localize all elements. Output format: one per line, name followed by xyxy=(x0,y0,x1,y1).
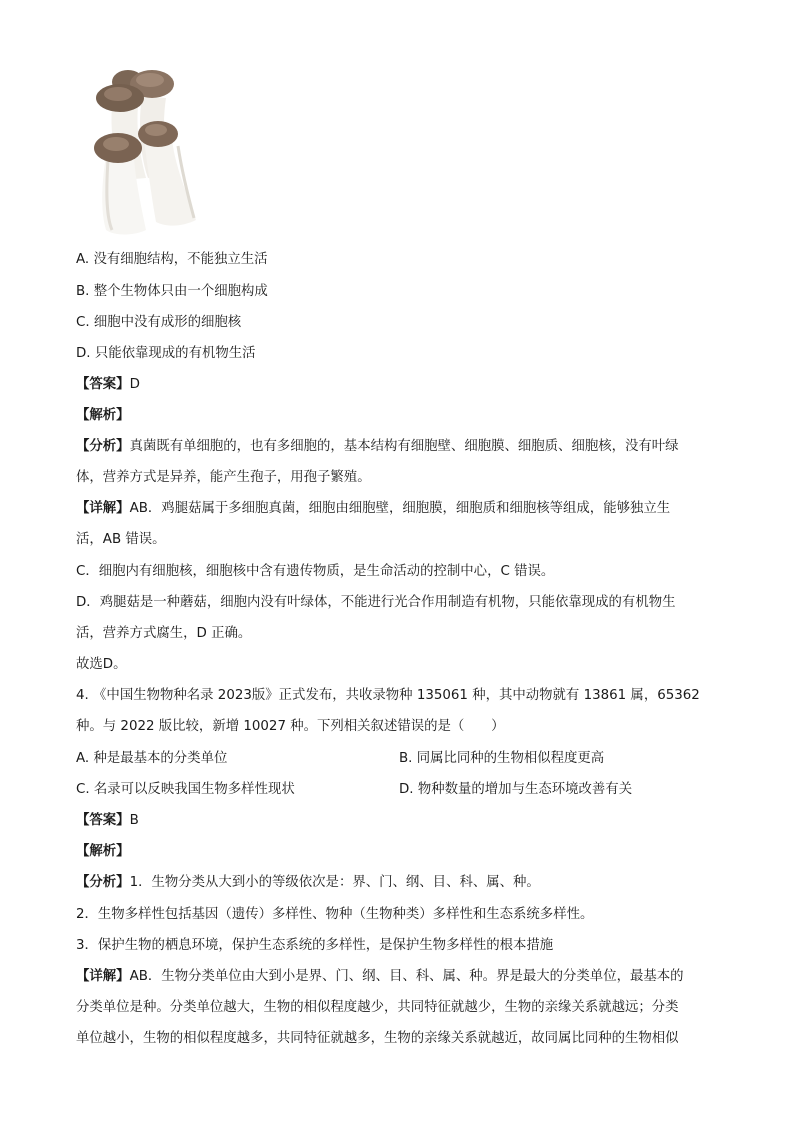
q3-analysis-heading: 【解析】 xyxy=(76,408,130,423)
q4-option-b: B. 同属比同种的生物相似程度更高 xyxy=(399,751,605,766)
q3-answer: 【答案】D xyxy=(76,377,140,392)
q4-fenxi-line-1: 【分析】1．生物分类从大到小的等级依次是：界、门、纲、目、科、属、种。 xyxy=(76,875,540,890)
q4-answer: 【答案】B xyxy=(76,813,139,828)
q3-option-c: C. 细胞中没有成形的细胞核 xyxy=(76,315,242,330)
q4-detail-line-1: 【详解】AB．生物分类单位由大到小是界、门、纲、目、科、属、种。界是最大的分类单位，最基本的 xyxy=(76,969,684,984)
q3-detail-line-3: C．细胞内有细胞核，细胞核中含有遗传物质，是生命活动的控制中心，C 错误。 xyxy=(76,564,555,579)
q3-option-d: D. 只能依靠现成的有机物生活 xyxy=(76,346,256,361)
q3-detail-line-4: D．鸡腿菇是一种蘑菇，细胞内没有叶绿体，不能进行光合作用制造有机物，只能依靠现成的有机物生 xyxy=(76,595,676,610)
q4-fenxi-line-2: 2．生物多样性包括基因（遗传）多样性、物种（生物种类）多样性和生态系统多样性。 xyxy=(76,907,594,922)
q4-detail-line-3: 单位越小，生物的相似程度越多，共同特征就越多，生物的亲缘关系就越近，故同属比同种的生物相似 xyxy=(76,1031,679,1046)
q4-analysis-heading: 【解析】 xyxy=(76,844,130,859)
q3-detail-line-5: 活，营养方式腐生，D 正确。 xyxy=(76,626,252,641)
q3-conclusion: 故选D。 xyxy=(76,657,127,672)
q4-detail-line-2: 分类单位是种。分类单位越大，生物的相似程度越少，共同特征就越少，生物的亲缘关系就越远；分类 xyxy=(76,1000,679,1015)
q4-stem-line-1: 4. 《中国生物物种名录 2023版》正式发布，共收录物种 135061 种，其中动物就有 13861 属，65362 xyxy=(76,688,700,703)
q3-option-b: B. 整个生物体只由一个细胞构成 xyxy=(76,284,268,299)
q3-detail-line-1: 【详解】AB．鸡腿菇属于多细胞真菌，细胞由细胞壁，细胞膜，细胞质和细胞核等组成，能够独立生 xyxy=(76,501,671,516)
q3-option-a: A. 没有细胞结构，不能独立生活 xyxy=(76,252,268,267)
king-oyster-mushroom-image xyxy=(92,60,214,236)
q3-detail-line-2: 活，AB 错误。 xyxy=(76,532,166,547)
q4-option-d: D. 物种数量的增加与生态环境改善有关 xyxy=(399,782,633,797)
q4-option-a: A. 种是最基本的分类单位 xyxy=(76,751,228,766)
q3-fenxi-line-2: 体，营养方式是异养，能产生孢子，用孢子繁殖。 xyxy=(76,470,371,485)
q3-fenxi-line-1: 【分析】真菌既有单细胞的，也有多细胞的，基本结构有细胞壁、细胞膜、细胞质、细胞核，没有叶绿 xyxy=(76,439,679,454)
q4-fenxi-line-3: 3．保护生物的栖息环境，保护生态系统的多样性，是保护生物多样性的根本措施 xyxy=(76,938,554,953)
q4-stem-line-2: 种。与 2022 版比较，新增 10027 种。下列相关叙述错误的是（ ） xyxy=(76,719,505,734)
q4-option-c: C. 名录可以反映我国生物多样性现状 xyxy=(76,782,295,797)
